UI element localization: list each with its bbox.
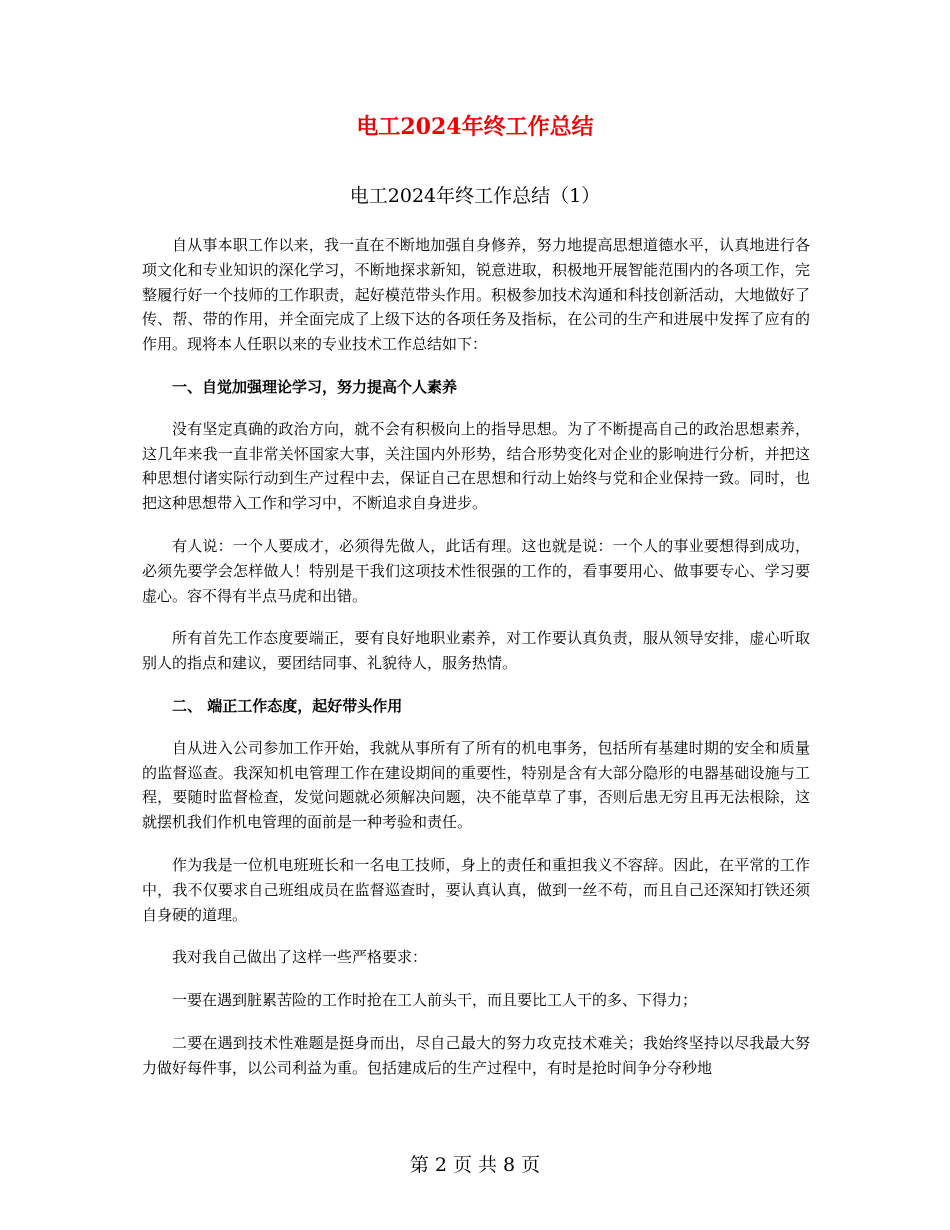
document-subtitle: 电工2024年终工作总结（1） — [349, 185, 601, 207]
section-heading-2: 二、 端正工作态度，起好带头作用 — [172, 696, 403, 715]
paragraph-intro: 自从事本职工作以来，我一直在不断地加强自身修养，努力地提高思想道德水平，认真地进行各项文化和专业知识的深化学习，不断地探求新知，锐意进取，积极地开展智能范围内的各项工作，完整履行好一个技师的工作职责，起好模范带头作用。积极参加技术沟通和科技创新活动，大地做好了传、帮、带的作用，并全面完成了上级下达的各项任务及指标，在公司的生产和进展中发挥了应有的作用。现将本人任职以来的专业技术工作总结如下： — [142, 236, 810, 354]
paragraph-attitude: 所有首先工作态度要端正，要有良好地职业素养，对工作要认真负责，服从领导安排，虚心听取别人的指点和建议，要团结同事、礼貌待人，服务热情。 — [142, 629, 810, 673]
paragraph-requirement-1: 一要在遇到脏累苦险的工作时抢在工人前头干，而且要比工人干的多、下得力； — [172, 991, 698, 1010]
paragraph-requirements-intro: 我对我自己做出了这样一些严格要求： — [172, 948, 428, 967]
paragraph-requirement-2: 二要在遇到技术性难题是挺身而出，尽自己最大的努力攻克技术难关；我始终坚持以尽我最大努力做好每件事，以公司利益为重。包括建成后的生产过程中，有时是抢时间争分夺秒地 — [142, 1033, 810, 1077]
paragraph-be-a-person: 有人说：一个人要成才，必须得先做人，此话有理。这也就是说：一个人的事业要想得到成功，必须先要学会怎样做人！特别是干我们这项技术性很强的工作的，看事要用心、做事要专心、学习要虚心。容不得有半点马虎和出错。 — [142, 536, 810, 605]
section-heading-1: 一、自觉加强理论学习，努力提高个人素养 — [172, 377, 458, 396]
document-body — [142, 233, 810, 1099]
paragraph-team-leader: 作为我是一位机电班班长和一名电工技师，身上的责任和重担我义不容辞。因此，在平常的工作中，我不仅要求自己班组成员在监督巡查时，要认真认真，做到一丝不苟，而且自己还深知打铁还须自身硬的道理。 — [142, 855, 810, 924]
page-number-footer: 第 2 页 共 8 页 — [409, 1154, 541, 1176]
paragraph-political-direction: 没有坚定真确的政治方向，就不会有积极向上的指导思想。为了不断提高自己的政治思想素养，这几年来我一直非常关怀国家大事，关注国内外形势，结合形势变化对企业的影响进行分析，并把这种思想付诸实际行动到生产过程中去，保证自己在思想和行动上始终与党和企业保持一致。同时，也把这种思想带入工作和学习中，不断追求自身进步。 — [142, 419, 810, 513]
paragraph-electromechanical-work: 自从进入公司参加工作开始，我就从事所有了所有的机电事务，包括所有基建时期的安全和质量的监督巡查。我深知机电管理工作在建设期间的重要性，特别是含有大部分隐形的电器基础设施与工程，要随时监督检查，发觉问题就必须解决问题，决不能草草了事，否则后患无穷且再无法根除，这就摆机我们作机电管理的面前是一种考验和责任。 — [142, 738, 810, 832]
document-title: 电工2024年终工作总结 — [356, 114, 594, 140]
